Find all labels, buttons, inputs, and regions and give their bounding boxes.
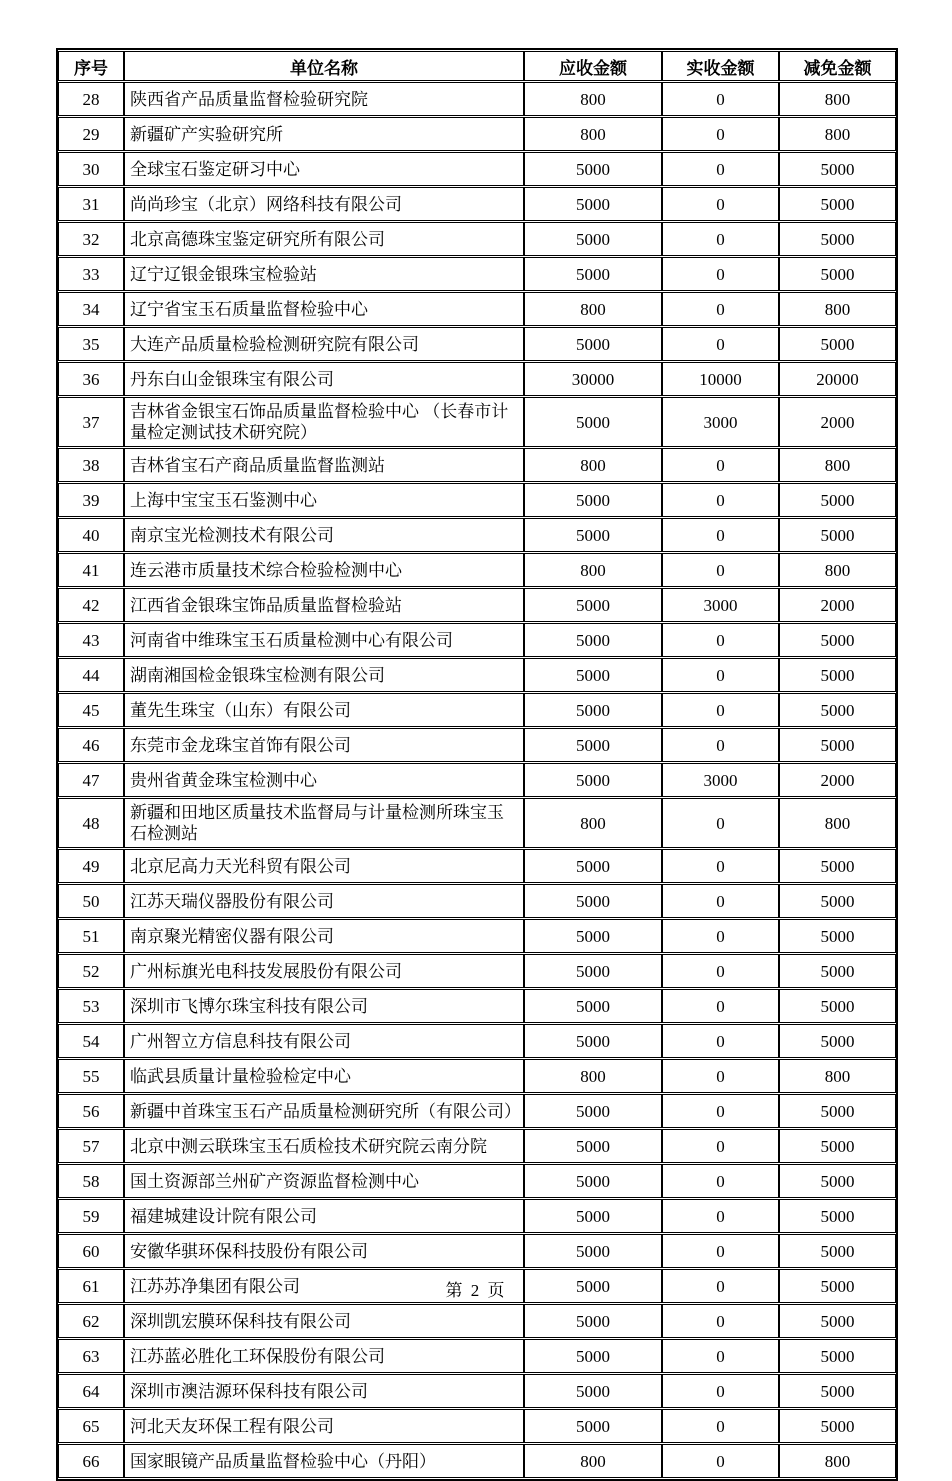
table-row — [58, 919, 896, 953]
reduction-amount-cell: 5000 — [779, 1409, 896, 1443]
reduction-amount-cell: 5000 — [779, 1094, 896, 1128]
received-amount-cell: 0 — [662, 257, 779, 291]
unit-name-cell: 吉林省宝石产商品质量监督监测站 — [124, 448, 524, 482]
table-row — [58, 1339, 896, 1373]
table-row — [58, 1094, 896, 1128]
receivable-amount-cell: 5000 — [524, 257, 662, 291]
row-index-cell: 58 — [58, 1164, 124, 1198]
row-index-cell: 41 — [58, 553, 124, 587]
row-index-cell: 48 — [58, 798, 124, 848]
receivable-amount-cell: 5000 — [524, 518, 662, 552]
reduction-amount-cell: 2000 — [779, 763, 896, 797]
column-header-reduction: 减免金额 — [779, 51, 896, 81]
unit-name-cell: 辽宁辽银金银珠宝检验站 — [124, 257, 524, 291]
receivable-amount-cell: 5000 — [524, 483, 662, 517]
receivable-amount-cell: 800 — [524, 82, 662, 116]
row-index-cell: 63 — [58, 1339, 124, 1373]
reduction-amount-cell: 2000 — [779, 588, 896, 622]
receivable-amount-cell: 800 — [524, 798, 662, 848]
unit-name-cell: 深圳市飞博尔珠宝科技有限公司 — [124, 989, 524, 1023]
reduction-amount-cell: 5000 — [779, 1199, 896, 1233]
reduction-amount-cell: 5000 — [779, 919, 896, 953]
row-index-cell: 32 — [58, 222, 124, 256]
table-row — [58, 1129, 896, 1163]
row-index-cell: 65 — [58, 1409, 124, 1443]
received-amount-cell: 0 — [662, 1129, 779, 1163]
received-amount-cell: 0 — [662, 1374, 779, 1408]
received-amount-cell: 0 — [662, 222, 779, 256]
table-row — [58, 327, 896, 361]
unit-name-cell: 新疆矿产实验研究所 — [124, 117, 524, 151]
received-amount-cell: 0 — [662, 292, 779, 326]
unit-name-cell: 北京高德珠宝鉴定研究所有限公司 — [124, 222, 524, 256]
received-amount-cell: 0 — [662, 152, 779, 186]
unit-name-cell: 连云港市质量技术综合检验检测中心 — [124, 553, 524, 587]
reduction-amount-cell: 5000 — [779, 1269, 896, 1303]
receivable-amount-cell: 800 — [524, 117, 662, 151]
row-index-cell: 62 — [58, 1304, 124, 1338]
row-index-cell: 38 — [58, 448, 124, 482]
received-amount-cell: 0 — [662, 553, 779, 587]
received-amount-cell: 0 — [662, 1444, 779, 1478]
row-index-cell: 60 — [58, 1234, 124, 1268]
table-row — [58, 884, 896, 918]
unit-name-cell: 丹东白山金银珠宝有限公司 — [124, 362, 524, 396]
received-amount-cell: 0 — [662, 1304, 779, 1338]
table-row — [58, 152, 896, 186]
row-index-cell: 47 — [58, 763, 124, 797]
received-amount-cell: 0 — [662, 1269, 779, 1303]
receivable-amount-cell: 5000 — [524, 693, 662, 727]
receivable-amount-cell: 5000 — [524, 1129, 662, 1163]
column-header-name: 单位名称 — [124, 51, 524, 81]
received-amount-cell: 0 — [662, 448, 779, 482]
reduction-amount-cell: 5000 — [779, 623, 896, 657]
reduction-amount-cell: 2000 — [779, 397, 896, 447]
receivable-amount-cell: 5000 — [524, 1164, 662, 1198]
reduction-amount-cell: 5000 — [779, 1164, 896, 1198]
reduction-amount-cell: 800 — [779, 553, 896, 587]
column-header-received: 实收金额 — [662, 51, 779, 81]
received-amount-cell: 0 — [662, 884, 779, 918]
received-amount-cell: 0 — [662, 693, 779, 727]
unit-name-cell: 全球宝石鉴定研习中心 — [124, 152, 524, 186]
table-row — [58, 849, 896, 883]
row-index-cell: 50 — [58, 884, 124, 918]
receivable-amount-cell: 5000 — [524, 623, 662, 657]
table-row — [58, 1444, 896, 1478]
table-header-row — [58, 51, 896, 81]
receivable-amount-cell: 5000 — [524, 1409, 662, 1443]
unit-name-cell: 陕西省产品质量监督检验研究院 — [124, 82, 524, 116]
received-amount-cell: 0 — [662, 798, 779, 848]
received-amount-cell: 0 — [662, 1339, 779, 1373]
table-row — [58, 483, 896, 517]
table-row — [58, 954, 896, 988]
unit-name-cell: 国土资源部兰州矿产资源监督检测中心 — [124, 1164, 524, 1198]
unit-name-cell: 江苏天瑞仪器股份有限公司 — [124, 884, 524, 918]
receivable-amount-cell: 800 — [524, 448, 662, 482]
receivable-amount-cell: 5000 — [524, 763, 662, 797]
received-amount-cell: 0 — [662, 728, 779, 762]
reduction-amount-cell: 5000 — [779, 1374, 896, 1408]
row-index-cell: 46 — [58, 728, 124, 762]
received-amount-cell: 0 — [662, 327, 779, 361]
receivable-amount-cell: 5000 — [524, 1304, 662, 1338]
received-amount-cell: 0 — [662, 1164, 779, 1198]
reduction-amount-cell: 800 — [779, 292, 896, 326]
receivable-amount-cell: 5000 — [524, 152, 662, 186]
reduction-amount-cell: 800 — [779, 82, 896, 116]
receivable-amount-cell: 5000 — [524, 1199, 662, 1233]
table-row — [58, 1059, 896, 1093]
row-index-cell: 43 — [58, 623, 124, 657]
table-row — [58, 553, 896, 587]
receivable-amount-cell: 5000 — [524, 397, 662, 447]
page-number-footer: 第 2 页 — [445, 1281, 507, 1300]
row-index-cell: 39 — [58, 483, 124, 517]
received-amount-cell: 0 — [662, 658, 779, 692]
table-row — [58, 763, 896, 797]
table-row — [58, 448, 896, 482]
table-row — [58, 518, 896, 552]
reduction-amount-cell: 5000 — [779, 1234, 896, 1268]
receivable-amount-cell: 30000 — [524, 362, 662, 396]
table-row — [58, 588, 896, 622]
unit-name-cell: 河南省中维珠宝玉石质量检测中心有限公司 — [124, 623, 524, 657]
table-row — [58, 1409, 896, 1443]
unit-name-cell: 南京宝光检测技术有限公司 — [124, 518, 524, 552]
reduction-amount-cell: 5000 — [779, 884, 896, 918]
unit-name-cell: 尚尚珍宝（北京）网络科技有限公司 — [124, 187, 524, 221]
reduction-amount-cell: 5000 — [779, 483, 896, 517]
table-row — [58, 1234, 896, 1268]
row-index-cell: 29 — [58, 117, 124, 151]
table-row — [58, 292, 896, 326]
received-amount-cell: 0 — [662, 1199, 779, 1233]
unit-name-cell: 临武县质量计量检验检定中心 — [124, 1059, 524, 1093]
received-amount-cell: 0 — [662, 954, 779, 988]
row-index-cell: 34 — [58, 292, 124, 326]
row-index-cell: 28 — [58, 82, 124, 116]
row-index-cell: 55 — [58, 1059, 124, 1093]
unit-name-cell: 北京中测云联珠宝玉石质检技术研究院云南分院 — [124, 1129, 524, 1163]
reduction-amount-cell: 5000 — [779, 693, 896, 727]
row-index-cell: 66 — [58, 1444, 124, 1478]
unit-name-cell: 安徽华骐环保科技股份有限公司 — [124, 1234, 524, 1268]
reduction-amount-cell: 5000 — [779, 1129, 896, 1163]
reduction-amount-cell: 5000 — [779, 327, 896, 361]
reduction-amount-cell: 5000 — [779, 849, 896, 883]
table-body — [58, 82, 896, 1478]
unit-name-cell: 东莞市金龙珠宝首饰有限公司 — [124, 728, 524, 762]
unit-name-cell: 新疆中首珠宝玉石产品质量检测研究所（有限公司） — [124, 1094, 524, 1128]
received-amount-cell: 0 — [662, 1234, 779, 1268]
row-index-cell: 61 — [58, 1269, 124, 1303]
reduction-amount-cell: 5000 — [779, 152, 896, 186]
receivable-amount-cell: 5000 — [524, 1094, 662, 1128]
table-row — [58, 82, 896, 116]
unit-name-cell: 江苏蓝必胜化工环保股份有限公司 — [124, 1339, 524, 1373]
unit-name-cell: 辽宁省宝玉石质量监督检验中心 — [124, 292, 524, 326]
unit-name-cell: 深圳市澳洁源环保科技有限公司 — [124, 1374, 524, 1408]
receivable-amount-cell: 5000 — [524, 1339, 662, 1373]
unit-name-cell: 国家眼镜产品质量监督检验中心（丹阳） — [124, 1444, 524, 1478]
row-index-cell: 52 — [58, 954, 124, 988]
received-amount-cell: 0 — [662, 1409, 779, 1443]
unit-name-cell: 新疆和田地区质量技术监督局与计量检测所珠宝玉石检测站 — [124, 798, 524, 848]
receivable-amount-cell: 5000 — [524, 954, 662, 988]
receivable-amount-cell: 5000 — [524, 849, 662, 883]
unit-name-cell: 北京尼高力天光科贸有限公司 — [124, 849, 524, 883]
received-amount-cell: 0 — [662, 919, 779, 953]
unit-name-cell: 江苏苏净集团有限公司 — [124, 1269, 524, 1303]
unit-name-cell: 福建城建设计院有限公司 — [124, 1199, 524, 1233]
reduction-amount-cell: 5000 — [779, 658, 896, 692]
unit-name-cell: 广州标旗光电科技发展股份有限公司 — [124, 954, 524, 988]
unit-name-cell: 湖南湘国检金银珠宝检测有限公司 — [124, 658, 524, 692]
received-amount-cell: 0 — [662, 117, 779, 151]
table-row — [58, 693, 896, 727]
unit-name-cell: 贵州省黄金珠宝检测中心 — [124, 763, 524, 797]
receivable-amount-cell: 5000 — [524, 989, 662, 1023]
table-row — [58, 658, 896, 692]
receivable-amount-cell: 800 — [524, 553, 662, 587]
receivable-amount-cell: 5000 — [524, 1234, 662, 1268]
received-amount-cell: 3000 — [662, 763, 779, 797]
reduction-amount-cell: 5000 — [779, 989, 896, 1023]
reduction-amount-cell: 5000 — [779, 954, 896, 988]
received-amount-cell: 0 — [662, 849, 779, 883]
received-amount-cell: 0 — [662, 82, 779, 116]
received-amount-cell: 0 — [662, 187, 779, 221]
row-index-cell: 59 — [58, 1199, 124, 1233]
table-row — [58, 623, 896, 657]
table-row — [58, 989, 896, 1023]
fee-table — [56, 48, 898, 1481]
reduction-amount-cell: 5000 — [779, 222, 896, 256]
column-header-receivable: 应收金额 — [524, 51, 662, 81]
row-index-cell: 44 — [58, 658, 124, 692]
receivable-amount-cell: 800 — [524, 292, 662, 326]
received-amount-cell: 10000 — [662, 362, 779, 396]
row-index-cell: 31 — [58, 187, 124, 221]
table-row — [58, 222, 896, 256]
reduction-amount-cell: 800 — [779, 1444, 896, 1478]
row-index-cell: 35 — [58, 327, 124, 361]
received-amount-cell: 0 — [662, 483, 779, 517]
received-amount-cell: 0 — [662, 1024, 779, 1058]
receivable-amount-cell: 5000 — [524, 884, 662, 918]
row-index-cell: 64 — [58, 1374, 124, 1408]
table-row — [58, 397, 896, 447]
row-index-cell: 30 — [58, 152, 124, 186]
reduction-amount-cell: 800 — [779, 448, 896, 482]
received-amount-cell: 0 — [662, 989, 779, 1023]
table-row — [58, 1199, 896, 1233]
row-index-cell: 45 — [58, 693, 124, 727]
receivable-amount-cell: 5000 — [524, 588, 662, 622]
table-row — [58, 117, 896, 151]
receivable-amount-cell: 5000 — [524, 1269, 662, 1303]
row-index-cell: 57 — [58, 1129, 124, 1163]
reduction-amount-cell: 5000 — [779, 518, 896, 552]
reduction-amount-cell: 800 — [779, 1059, 896, 1093]
row-index-cell: 51 — [58, 919, 124, 953]
unit-name-cell: 河北天友环保工程有限公司 — [124, 1409, 524, 1443]
row-index-cell: 54 — [58, 1024, 124, 1058]
reduction-amount-cell: 800 — [779, 117, 896, 151]
received-amount-cell: 0 — [662, 623, 779, 657]
row-index-cell: 33 — [58, 257, 124, 291]
reduction-amount-cell: 5000 — [779, 187, 896, 221]
receivable-amount-cell: 800 — [524, 1059, 662, 1093]
unit-name-cell: 广州智立方信息科技有限公司 — [124, 1024, 524, 1058]
row-index-cell: 36 — [58, 362, 124, 396]
reduction-amount-cell: 5000 — [779, 1339, 896, 1373]
unit-name-cell: 江西省金银珠宝饰品质量监督检验站 — [124, 588, 524, 622]
row-index-cell: 53 — [58, 989, 124, 1023]
row-index-cell: 49 — [58, 849, 124, 883]
row-index-cell: 37 — [58, 397, 124, 447]
table-row — [58, 362, 896, 396]
table-row — [58, 798, 896, 848]
received-amount-cell: 0 — [662, 1059, 779, 1093]
row-index-cell: 56 — [58, 1094, 124, 1128]
receivable-amount-cell: 5000 — [524, 327, 662, 361]
receivable-amount-cell: 5000 — [524, 222, 662, 256]
unit-name-cell: 董先生珠宝（山东）有限公司 — [124, 693, 524, 727]
received-amount-cell: 0 — [662, 1094, 779, 1128]
table-row — [58, 1304, 896, 1338]
receivable-amount-cell: 800 — [524, 1444, 662, 1478]
received-amount-cell: 3000 — [662, 588, 779, 622]
receivable-amount-cell: 5000 — [524, 1374, 662, 1408]
table-row — [58, 1024, 896, 1058]
reduction-amount-cell: 800 — [779, 798, 896, 848]
receivable-amount-cell: 5000 — [524, 658, 662, 692]
table-row — [58, 728, 896, 762]
reduction-amount-cell: 20000 — [779, 362, 896, 396]
received-amount-cell: 0 — [662, 518, 779, 552]
reduction-amount-cell: 5000 — [779, 257, 896, 291]
receivable-amount-cell: 5000 — [524, 187, 662, 221]
unit-name-cell: 吉林省金银宝石饰品质量监督检验中心 （长春市计量检定测试技术研究院） — [124, 397, 524, 447]
received-amount-cell: 3000 — [662, 397, 779, 447]
unit-name-cell: 上海中宝宝玉石鉴测中心 — [124, 483, 524, 517]
table-row — [58, 1374, 896, 1408]
table-row — [58, 187, 896, 221]
receivable-amount-cell: 5000 — [524, 919, 662, 953]
table-row — [58, 1164, 896, 1198]
reduction-amount-cell: 5000 — [779, 1304, 896, 1338]
unit-name-cell: 南京聚光精密仪器有限公司 — [124, 919, 524, 953]
column-header-index: 序号 — [58, 51, 124, 81]
row-index-cell: 42 — [58, 588, 124, 622]
reduction-amount-cell: 5000 — [779, 728, 896, 762]
unit-name-cell: 深圳凯宏膜环保科技有限公司 — [124, 1304, 524, 1338]
row-index-cell: 40 — [58, 518, 124, 552]
table-row — [58, 257, 896, 291]
receivable-amount-cell: 5000 — [524, 728, 662, 762]
unit-name-cell: 大连产品质量检验检测研究院有限公司 — [124, 327, 524, 361]
receivable-amount-cell: 5000 — [524, 1024, 662, 1058]
reduction-amount-cell: 5000 — [779, 1024, 896, 1058]
